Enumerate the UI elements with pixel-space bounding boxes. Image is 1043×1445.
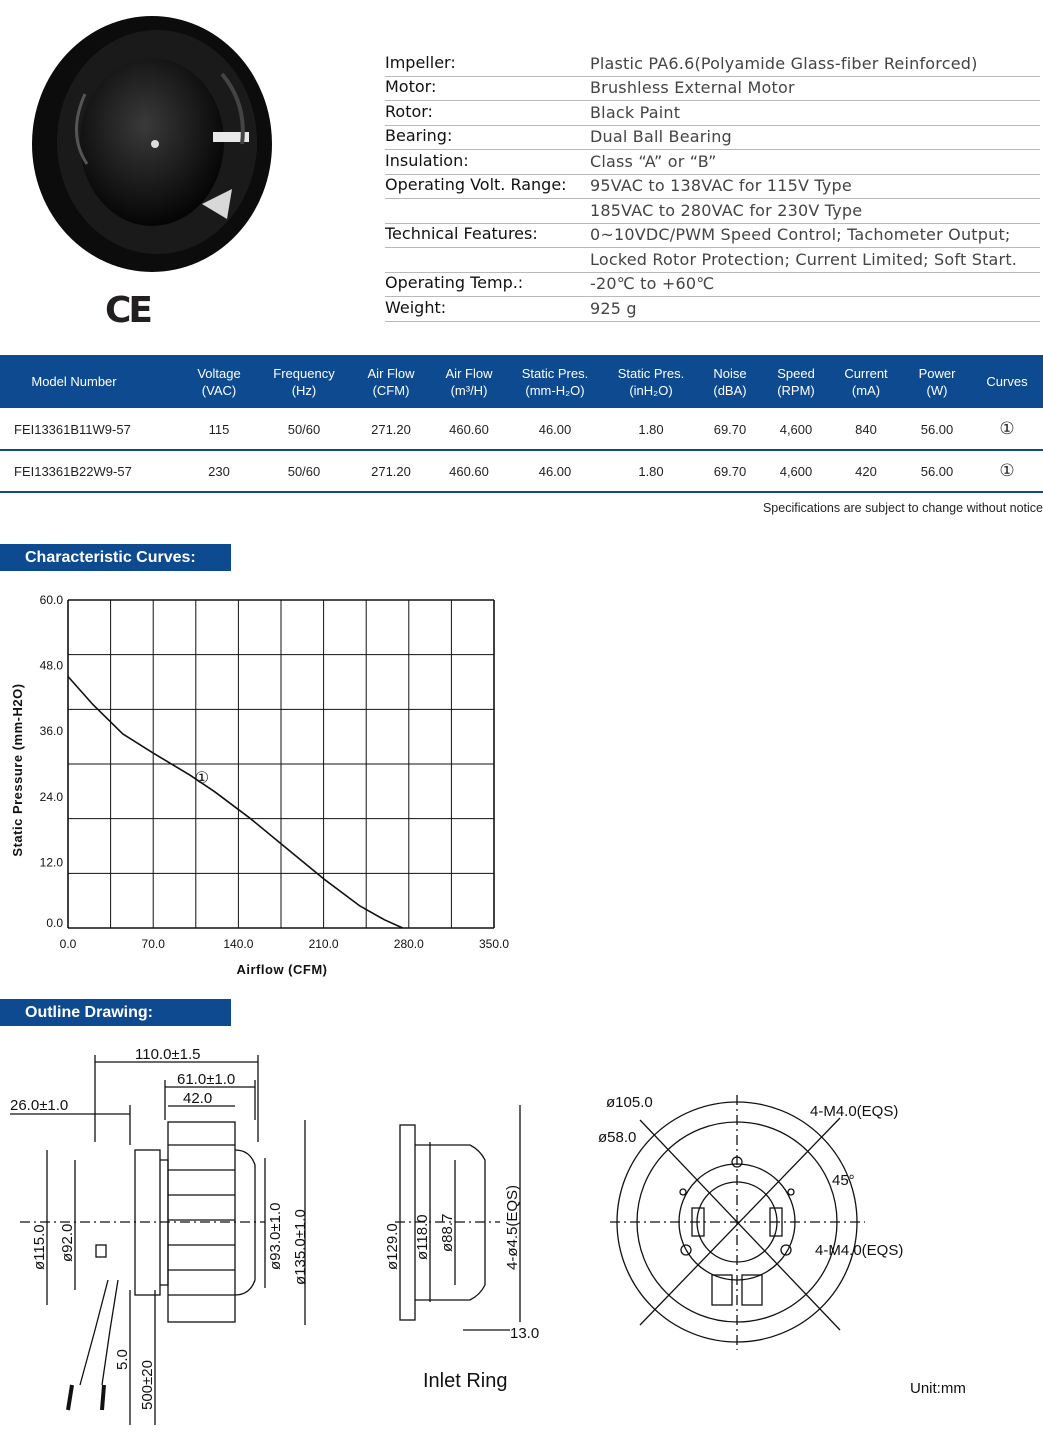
column-header-unit: (Hz) <box>291 382 317 398</box>
spec-value: -20℃ to +60℃ <box>590 274 715 293</box>
column-header-unit: (RPM) <box>777 382 815 398</box>
table-cell: ① <box>999 461 1015 480</box>
table-cell: 420 <box>855 463 877 479</box>
spec-row <box>385 101 1040 126</box>
ce-mark: CE <box>105 290 151 331</box>
column-header-line: Voltage <box>197 365 241 381</box>
table-cell: 460.60 <box>449 421 489 437</box>
spec-label: Impeller: <box>385 53 456 72</box>
spec-row <box>385 272 1040 297</box>
table-cell: 1.80 <box>638 463 664 479</box>
column-header <box>360 355 422 408</box>
dim-text: 13.0 <box>510 1325 540 1342</box>
table-cell: ① <box>999 419 1015 438</box>
table-cell: 271.20 <box>371 463 411 479</box>
table-cell: 4,600 <box>779 421 813 437</box>
outline-drawing <box>0 1030 1043 1440</box>
spec-row <box>385 150 1040 175</box>
dim-text: 42.0 <box>183 1090 213 1107</box>
dim-text: ø129.0 <box>384 1223 401 1270</box>
column-header-line: Model Number <box>31 374 117 389</box>
spec-row <box>385 199 1040 224</box>
column-header <box>702 355 758 408</box>
column-header-line: Speed <box>777 365 815 381</box>
x-tick-label: 70.0 <box>141 937 165 951</box>
spec-label: Weight: <box>385 298 447 317</box>
column-header-line: Power <box>918 365 956 381</box>
y-tick-label: 0.0 <box>46 916 63 930</box>
table-cell: 840 <box>855 421 877 437</box>
column-header-line: Static Pres. <box>521 365 589 381</box>
spec-label: Rotor: <box>385 102 433 121</box>
column-header-unit: (VAC) <box>201 382 237 398</box>
y-tick-label: 48.0 <box>39 658 63 673</box>
spec-value: 185VAC to 280VAC for 230V Type <box>590 201 863 220</box>
table-cell: 115 <box>208 421 230 437</box>
dim-text: ø115.0 <box>31 1224 48 1270</box>
dim-text: ø58.0 <box>598 1129 637 1146</box>
column-header-line: Current <box>844 365 888 381</box>
spec-value: Brushless External Motor <box>590 78 795 97</box>
dim-text: 45° <box>832 1172 855 1189</box>
column-header <box>905 355 969 408</box>
curves-section-title: Characteristic Curves: <box>0 544 231 571</box>
table-cell: FEI13361B22W9-57 <box>14 463 132 479</box>
dim-text: ø92.0 <box>59 1223 76 1262</box>
spec-row <box>385 76 1040 101</box>
column-header-line: Frequency <box>273 365 335 381</box>
column-header-unit: (inH₂O) <box>629 382 673 398</box>
curve-line-0 <box>68 677 403 929</box>
column-header <box>190 355 248 408</box>
dim-text: 5.0 <box>114 1349 131 1370</box>
column-header-unit: (mm-H₂O) <box>525 382 585 398</box>
column-header <box>834 355 898 408</box>
dim-text: ø88.7 <box>439 1213 456 1252</box>
table-cell: 56.00 <box>920 463 954 479</box>
table-cell: 4,600 <box>779 463 813 479</box>
spec-value: Plastic PA6.6(Polyamide Glass-fiber Reinforced) <box>590 54 978 73</box>
table-cell: 460.60 <box>449 463 489 479</box>
column-header-unit: (dBA) <box>713 382 747 398</box>
y-tick-label: 36.0 <box>39 724 63 739</box>
table-cell: 50/60 <box>287 463 321 479</box>
spec-value: Class “A” or “B” <box>590 152 717 171</box>
y-tick-label: 24.0 <box>39 789 63 804</box>
x-axis-label: Airflow (CFM) <box>236 962 328 977</box>
column-header-unit: (CFM) <box>372 382 410 398</box>
column-header-unit: (mA) <box>851 382 881 398</box>
column-header-line: Curves <box>986 374 1028 389</box>
spec-value: Dual Ball Bearing <box>590 127 732 146</box>
spec-value: 925 g <box>590 299 637 318</box>
x-tick-label: 140.0 <box>223 937 254 951</box>
spec-row <box>385 248 1040 273</box>
fan-photo <box>27 14 277 276</box>
column-header <box>610 355 692 408</box>
table-row <box>0 409 1043 451</box>
spec-label: Motor: <box>385 77 437 96</box>
dim-text: 4-ø4.5(EQS) <box>504 1184 521 1270</box>
column-header <box>515 355 595 408</box>
dim-text: 110.0±1.5 <box>135 1046 201 1063</box>
characteristic-chart <box>0 585 520 985</box>
column-header <box>438 355 500 408</box>
dim-text: ø135.0±1.0 <box>292 1209 309 1285</box>
y-axis-label: Static Pressure (mm-H2O) <box>10 683 25 857</box>
spec-row <box>385 174 1040 199</box>
spec-label: Insulation: <box>385 151 469 170</box>
spec-value: 95VAC to 138VAC for 115V Type <box>590 176 852 195</box>
dim-text: 4-M4.0(EQS) <box>815 1242 904 1259</box>
spec-label: Bearing: <box>385 126 453 145</box>
column-header-unit: (W) <box>926 382 948 398</box>
column-header-line: Static Pres. <box>617 365 685 381</box>
column-header-unit: (m³/H) <box>450 382 488 398</box>
dim-text: ø105.0 <box>606 1094 653 1111</box>
table-cell: 46.00 <box>538 463 572 479</box>
x-tick-label: 280.0 <box>393 937 424 951</box>
spec-value: 0~10VDC/PWM Speed Control; Tachometer Output; <box>590 225 1011 244</box>
y-tick-label: 60.0 <box>39 593 63 607</box>
dim-text: 26.0±1.0 <box>10 1097 69 1114</box>
curve-annotation: ① <box>194 770 210 788</box>
spec-value: Locked Rotor Protection; Current Limited; Soft Start. <box>590 250 1018 269</box>
x-tick-label: 210.0 <box>308 937 339 951</box>
table-row <box>0 451 1043 493</box>
x-tick-label: 350.0 <box>478 937 510 951</box>
table-cell: 230 <box>208 463 230 479</box>
table-cell: 56.00 <box>920 421 954 437</box>
spec-row <box>385 297 1040 322</box>
dim-text: ø93.0±1.0 <box>267 1202 284 1270</box>
table-cell: 46.00 <box>538 421 572 437</box>
column-header-line: Air Flow <box>367 365 415 381</box>
table-cell: 1.80 <box>638 421 664 437</box>
table-cell: 50/60 <box>287 421 321 437</box>
table-cell: 271.20 <box>371 421 411 437</box>
spec-label: Operating Temp.: <box>385 273 524 292</box>
dim-text: 4-M4.0(EQS) <box>810 1103 899 1120</box>
y-tick-label: 12.0 <box>39 855 63 870</box>
spec-value: Black Paint <box>590 103 681 122</box>
dim-text: ø118.0 <box>414 1214 431 1260</box>
column-header <box>975 355 1039 408</box>
spec-row <box>385 52 1040 77</box>
column-header <box>0 355 148 408</box>
spec-row <box>385 125 1040 150</box>
table-cell: FEI13361B11W9-57 <box>14 421 131 437</box>
column-header-line: Noise <box>713 365 747 381</box>
x-tick-label: 0.0 <box>59 937 77 951</box>
column-header <box>266 355 342 408</box>
spec-label: Operating Volt. Range: <box>385 175 567 194</box>
spec-table-header <box>0 355 1043 408</box>
outline-section-title: Outline Drawing: <box>0 999 231 1026</box>
table-cell: 69.70 <box>713 421 747 437</box>
spec-label: Technical Features: <box>385 224 538 243</box>
column-header <box>768 355 824 408</box>
dim-text: 61.0±1.0 <box>177 1071 236 1088</box>
column-header-line: Air Flow <box>445 365 493 381</box>
table-cell: 69.70 <box>713 463 747 479</box>
spec-row <box>385 223 1040 248</box>
dim-text: 500±20 <box>139 1360 156 1410</box>
inlet-ring-caption: Inlet Ring <box>423 1370 508 1392</box>
unit-label: Unit:mm <box>910 1380 966 1397</box>
spec-note: Specifications are subject to change without notice <box>762 501 1043 515</box>
